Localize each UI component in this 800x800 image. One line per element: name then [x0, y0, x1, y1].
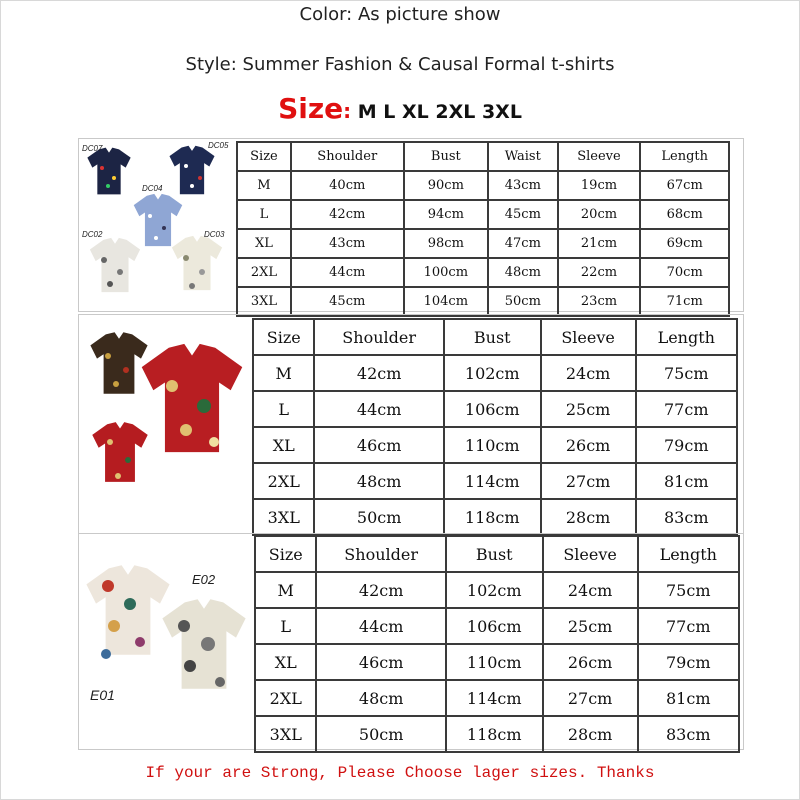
table-row [255, 644, 739, 680]
table-cell: 3XL [237, 287, 291, 316]
table-cell: 47cm [488, 229, 557, 258]
table-cell: 114cm [446, 680, 543, 716]
table-cell: 42cm [291, 200, 404, 229]
table-cell: 26cm [541, 427, 636, 463]
table-cell: 45cm [488, 200, 557, 229]
table-cell: 44cm [316, 608, 445, 644]
header-cell: Bust [446, 536, 543, 572]
table-cell: 48cm [316, 680, 445, 716]
table-row [255, 680, 739, 716]
table-cell: 118cm [446, 716, 543, 752]
code-dc04: DC04 [142, 184, 163, 193]
code-e01: E01 [90, 687, 115, 703]
table-cell: 43cm [291, 229, 404, 258]
header-cell: Waist [488, 142, 557, 171]
table-cell: 21cm [558, 229, 641, 258]
header-cell: Size [237, 142, 291, 171]
table-cell: 77cm [638, 608, 739, 644]
table-cell: 81cm [638, 680, 739, 716]
table-row [237, 200, 729, 229]
table-cell: 23cm [558, 287, 641, 316]
table-cell: 42cm [314, 355, 443, 391]
table-row [237, 287, 729, 316]
table-cell: 90cm [404, 171, 489, 200]
table-header-row [253, 319, 737, 355]
table-cell: 25cm [541, 391, 636, 427]
table-cell: 81cm [636, 463, 737, 499]
table-cell: 102cm [444, 355, 541, 391]
header-cell: Sleeve [541, 319, 636, 355]
table-row [253, 499, 737, 535]
table-cell: 28cm [541, 499, 636, 535]
table-row [255, 608, 739, 644]
table-cell: L [237, 200, 291, 229]
header-cell: Bust [444, 319, 541, 355]
table-cell: 22cm [558, 258, 641, 287]
header-cell: Size [255, 536, 316, 572]
table-cell: 77cm [636, 391, 737, 427]
table-cell: 50cm [316, 716, 445, 752]
shirt-e02-icon [162, 599, 245, 689]
shirt-red-large-icon [142, 344, 243, 452]
table-row [237, 229, 729, 258]
table-cell: 28cm [543, 716, 638, 752]
table-cell: 46cm [316, 644, 445, 680]
table-cell: 24cm [543, 572, 638, 608]
code-e02: E02 [192, 572, 216, 587]
header-cell: Bust [404, 142, 489, 171]
table-cell: 75cm [636, 355, 737, 391]
size-table-e [254, 535, 740, 753]
table-cell: 48cm [314, 463, 443, 499]
table-cell: 70cm [640, 258, 729, 287]
table-cell: 40cm [291, 171, 404, 200]
table-cell: 83cm [636, 499, 737, 535]
shirt-dark-floral-icon [90, 332, 147, 394]
table-cell: M [255, 572, 316, 608]
table-cell: 106cm [446, 608, 543, 644]
table-row [253, 355, 737, 391]
table-cell: 43cm [488, 171, 557, 200]
table-cell: L [255, 608, 316, 644]
size-values: M L XL 2XL 3XL [351, 101, 522, 123]
table-cell: 27cm [541, 463, 636, 499]
table-cell: 27cm [543, 680, 638, 716]
table-row [255, 716, 739, 752]
shirt-photos-red [82, 326, 248, 496]
table-cell: 69cm [640, 229, 729, 258]
table-row [255, 572, 739, 608]
header-cell: Length [638, 536, 739, 572]
table-header-row [237, 142, 729, 171]
table-cell: 110cm [446, 644, 543, 680]
table-cell: 42cm [316, 572, 445, 608]
table-cell: L [253, 391, 314, 427]
table-row [253, 427, 737, 463]
table-cell: 2XL [253, 463, 314, 499]
table-row [253, 463, 737, 499]
table-cell: M [253, 355, 314, 391]
shirt-red-small-icon [92, 422, 147, 482]
table-header-row [255, 536, 739, 572]
table-cell: 3XL [253, 499, 314, 535]
table-cell: 20cm [558, 200, 641, 229]
table-cell: 79cm [636, 427, 737, 463]
size-colon: : [343, 99, 352, 123]
table-row [237, 171, 729, 200]
table-cell: XL [255, 644, 316, 680]
table-row [237, 258, 729, 287]
table-cell: 104cm [404, 287, 489, 316]
size-advice-note: If your are Strong, Please Choose lager sizes. Thanks [145, 764, 655, 782]
table-cell: 2XL [237, 258, 291, 287]
header-cell: Length [640, 142, 729, 171]
table-cell: 3XL [255, 716, 316, 752]
code-dc05: DC05 [208, 141, 229, 150]
code-dc03: DC03 [204, 230, 225, 239]
table-cell: 94cm [404, 200, 489, 229]
size-table-dc [236, 141, 730, 317]
table-cell: 25cm [543, 608, 638, 644]
header-cell: Shoulder [314, 319, 443, 355]
table-cell: XL [253, 427, 314, 463]
table-cell: M [237, 171, 291, 200]
table-cell: 79cm [638, 644, 739, 680]
header-cell: Sleeve [558, 142, 641, 171]
header-cell: Size [253, 319, 314, 355]
shirt-dc03-icon [172, 236, 222, 290]
table-cell: 100cm [404, 258, 489, 287]
shirt-e01-icon [86, 565, 169, 659]
table-cell: 75cm [638, 572, 739, 608]
header-cell: Sleeve [543, 536, 638, 572]
size-word: Size [278, 92, 344, 125]
table-cell: 98cm [404, 229, 489, 258]
code-dc02: DC02 [82, 230, 103, 239]
table-cell: 71cm [640, 287, 729, 316]
code-dc07: DC07 [82, 144, 103, 153]
table-cell: 118cm [444, 499, 541, 535]
size-info [0, 92, 800, 125]
table-cell: 19cm [558, 171, 641, 200]
shirt-dc07-icon [87, 148, 130, 195]
header-cell: Shoulder [316, 536, 445, 572]
table-row [253, 391, 737, 427]
header-cell: Length [636, 319, 737, 355]
shirt-dc02-icon [90, 238, 140, 292]
color-info: Color: As picture show [299, 4, 501, 25]
table-cell: 24cm [541, 355, 636, 391]
table-cell: 83cm [638, 716, 739, 752]
shirt-photos-dc [80, 140, 232, 308]
style-info: Style: Summer Fashion & Causal Formal t-shirts [185, 54, 615, 75]
table-cell: 45cm [291, 287, 404, 316]
size-table-red [252, 318, 738, 536]
table-cell: XL [237, 229, 291, 258]
shirt-dc04-icon [134, 194, 183, 246]
table-cell: 67cm [640, 171, 729, 200]
table-cell: 106cm [444, 391, 541, 427]
table-cell: 44cm [291, 258, 404, 287]
table-cell: 68cm [640, 200, 729, 229]
table-cell: 48cm [488, 258, 557, 287]
table-cell: 50cm [314, 499, 443, 535]
table-cell: 46cm [314, 427, 443, 463]
table-cell: 50cm [488, 287, 557, 316]
table-cell: 2XL [255, 680, 316, 716]
table-cell: 26cm [543, 644, 638, 680]
table-cell: 110cm [444, 427, 541, 463]
header-cell: Shoulder [291, 142, 404, 171]
shirt-dc05-icon [169, 146, 214, 195]
table-cell: 44cm [314, 391, 443, 427]
table-cell: 102cm [446, 572, 543, 608]
shirt-photos-e [80, 546, 250, 708]
table-cell: 114cm [444, 463, 541, 499]
